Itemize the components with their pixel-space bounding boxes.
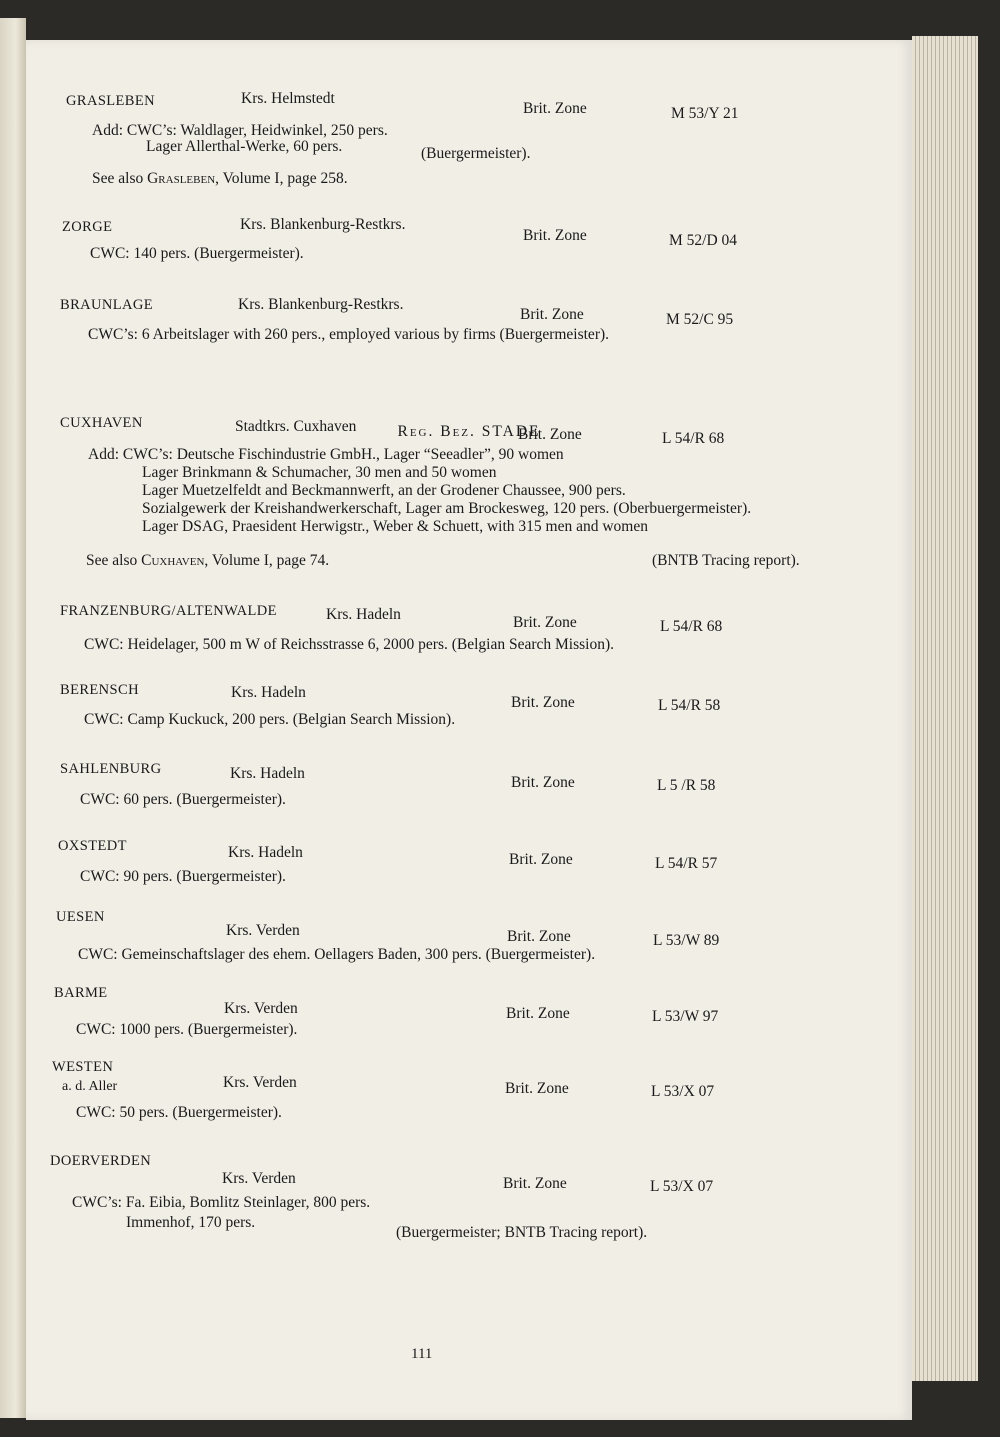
entry-uesen bbox=[26, 908, 912, 963]
entry-line: CWC: Gemeinschaftslager des ehem. Oellagers Baden, 300 pers. (Buergermeister). bbox=[78, 946, 596, 963]
entry-map-ref: M 52/C 95 bbox=[666, 311, 734, 328]
entry-district: Stadtkrs. Cuxhaven bbox=[235, 418, 357, 435]
entry-zone: Brit. Zone bbox=[505, 1080, 569, 1097]
entry-line: CWC’s: 6 Arbeitslager with 260 pers., employed various by firms (Buergermeister). bbox=[88, 326, 610, 343]
entry-map-ref: L 54/R 58 bbox=[658, 697, 721, 714]
entry-zorge bbox=[26, 216, 912, 262]
entry-oxstedt bbox=[26, 837, 912, 885]
entry-map-ref: L 53/X 07 bbox=[651, 1083, 715, 1100]
entry-district: Krs. Hadeln bbox=[231, 684, 306, 701]
entry-line: Lager Allerthal-Werke, 60 pers. bbox=[146, 138, 343, 155]
entry-place: WESTEN bbox=[52, 1059, 114, 1075]
entry-line: Lager DSAG, Praesident Herwigstr., Weber & Schuett, with 315 men and women bbox=[142, 518, 648, 535]
entry-district: Krs. Verden bbox=[226, 922, 300, 939]
entry-district: Krs. Verden bbox=[224, 1000, 298, 1017]
entry-line: Lager Brinkmann & Schumacher, 30 men and 50 women bbox=[142, 464, 497, 481]
entry-map-ref: L 53/W 89 bbox=[653, 932, 720, 949]
entry-zone: Brit. Zone bbox=[513, 614, 577, 631]
entry-district: Krs. Helmstedt bbox=[241, 90, 335, 107]
entry-zone: Brit. Zone bbox=[506, 1005, 570, 1022]
page-number: 111 bbox=[411, 1346, 433, 1362]
entry-district: Krs. Blankenburg-Restkrs. bbox=[240, 216, 406, 233]
facing-page-edge bbox=[0, 18, 26, 1418]
entry-place: BERENSCH bbox=[60, 682, 139, 698]
entry-source: (Buergermeister). bbox=[421, 145, 531, 162]
entry-source: (BNTB Tracing report). bbox=[652, 552, 800, 569]
entry-line: Lager Muetzelfeldt and Beckmannwerft, an der Grodener Chaussee, 900 pers. bbox=[142, 482, 626, 499]
entry-sahlenburg bbox=[26, 760, 912, 808]
entry-place-sub: a. d. Aller bbox=[62, 1079, 118, 1094]
entry-place: BRAUNLAGE bbox=[60, 297, 154, 313]
entry-zone: Brit. Zone bbox=[509, 851, 573, 868]
entry-zone: Brit. Zone bbox=[523, 100, 587, 117]
see-also: See also Cuxhaven, Volume I, page 74. bbox=[86, 552, 330, 569]
entry-map-ref: L 53/W 97 bbox=[652, 1008, 719, 1025]
entry-barme bbox=[26, 984, 912, 1038]
entry-line: CWC: Heidelager, 500 m W of Reichsstrasse 6, 2000 pers. (Belgian Search Mission). bbox=[84, 636, 615, 653]
entry-source: (Buergermeister; BNTB Tracing report). bbox=[396, 1224, 648, 1241]
entry-line: Immenhof, 170 pers. bbox=[126, 1214, 256, 1231]
entry-zone: Brit. Zone bbox=[523, 227, 587, 244]
entry-line: Sozialgewerk der Kreishandwerkerschaft, Lager am Brockesweg, 120 pers. (Oberbuergermeister). bbox=[142, 500, 752, 517]
book-page bbox=[26, 40, 912, 1420]
entry-district: Krs. Hadeln bbox=[228, 844, 303, 861]
entry-place: UESEN bbox=[56, 909, 105, 925]
entry-district: Krs. Hadeln bbox=[326, 606, 401, 623]
entry-district: Krs. Hadeln bbox=[230, 765, 305, 782]
entry-zone: Brit. Zone bbox=[511, 774, 575, 791]
entry-zone: Brit. Zone bbox=[507, 928, 571, 945]
entry-line: CWC: Camp Kuckuck, 200 pers. (Belgian Search Mission). bbox=[84, 711, 456, 728]
entry-line: CWC: 140 pers. (Buergermeister). bbox=[90, 245, 304, 262]
entry-map-ref: M 52/D 04 bbox=[669, 232, 738, 249]
entry-district: Krs. Verden bbox=[223, 1074, 297, 1091]
entry-grasleben bbox=[26, 90, 912, 187]
entry-zone: Brit. Zone bbox=[511, 694, 575, 711]
entry-place: OXSTEDT bbox=[58, 838, 127, 854]
entry-zone: Brit. Zone bbox=[503, 1175, 567, 1192]
entry-place: FRANZENBURG/ALTENWALDE bbox=[60, 603, 277, 619]
see-also: See also Grasleben, Volume I, page 258. bbox=[92, 170, 348, 187]
entry-doerverden bbox=[26, 1152, 912, 1241]
entry-map-ref: L 54/R 68 bbox=[660, 618, 723, 635]
entry-map-ref: L 53/X 07 bbox=[650, 1178, 714, 1195]
entry-braunlage bbox=[26, 296, 912, 343]
entry-place: ZORGE bbox=[62, 219, 113, 235]
entry-zone: Brit. Zone bbox=[518, 426, 582, 443]
entry-westen bbox=[26, 1058, 912, 1121]
entry-place: DOERVERDEN bbox=[50, 1153, 152, 1169]
entry-berensch bbox=[26, 681, 912, 728]
entry-map-ref: L 5 /R 58 bbox=[657, 777, 716, 794]
entry-line: CWC: 60 pers. (Buergermeister). bbox=[80, 791, 286, 808]
entry-zone: Brit. Zone bbox=[520, 306, 584, 323]
entry-line: CWC: 90 pers. (Buergermeister). bbox=[80, 868, 286, 885]
entry-line: Add: CWC’s: Deutsche Fischindustrie GmbH., Lager “Seeadler”, 90 women bbox=[88, 446, 564, 463]
entry-place: CUXHAVEN bbox=[60, 415, 143, 431]
region-heading: Reg. Bez. STADE bbox=[397, 423, 541, 440]
entry-place: GRASLEBEN bbox=[66, 93, 155, 109]
entry-line: CWC: 50 pers. (Buergermeister). bbox=[76, 1104, 282, 1121]
entry-place: BARME bbox=[54, 985, 108, 1001]
entry-line: CWC’s: Fa. Eibia, Bomlitz Steinlager, 800 pers. bbox=[72, 1194, 371, 1211]
entry-place: SAHLENBURG bbox=[60, 761, 162, 777]
entry-franzenburg-altenwalde bbox=[26, 602, 912, 653]
entry-map-ref: M 53/Y 21 bbox=[671, 105, 739, 122]
entry-line: CWC: 1000 pers. (Buergermeister). bbox=[76, 1021, 298, 1038]
entry-district: Krs. Verden bbox=[222, 1170, 296, 1187]
entry-district: Krs. Blankenburg-Restkrs. bbox=[238, 296, 404, 313]
entry-line: Add: CWC’s: Waldlager, Heidwinkel, 250 pers. bbox=[92, 122, 388, 139]
page-block-edge bbox=[912, 36, 978, 1381]
entry-map-ref: L 54/R 68 bbox=[662, 430, 725, 447]
entry-map-ref: L 54/R 57 bbox=[655, 855, 718, 872]
